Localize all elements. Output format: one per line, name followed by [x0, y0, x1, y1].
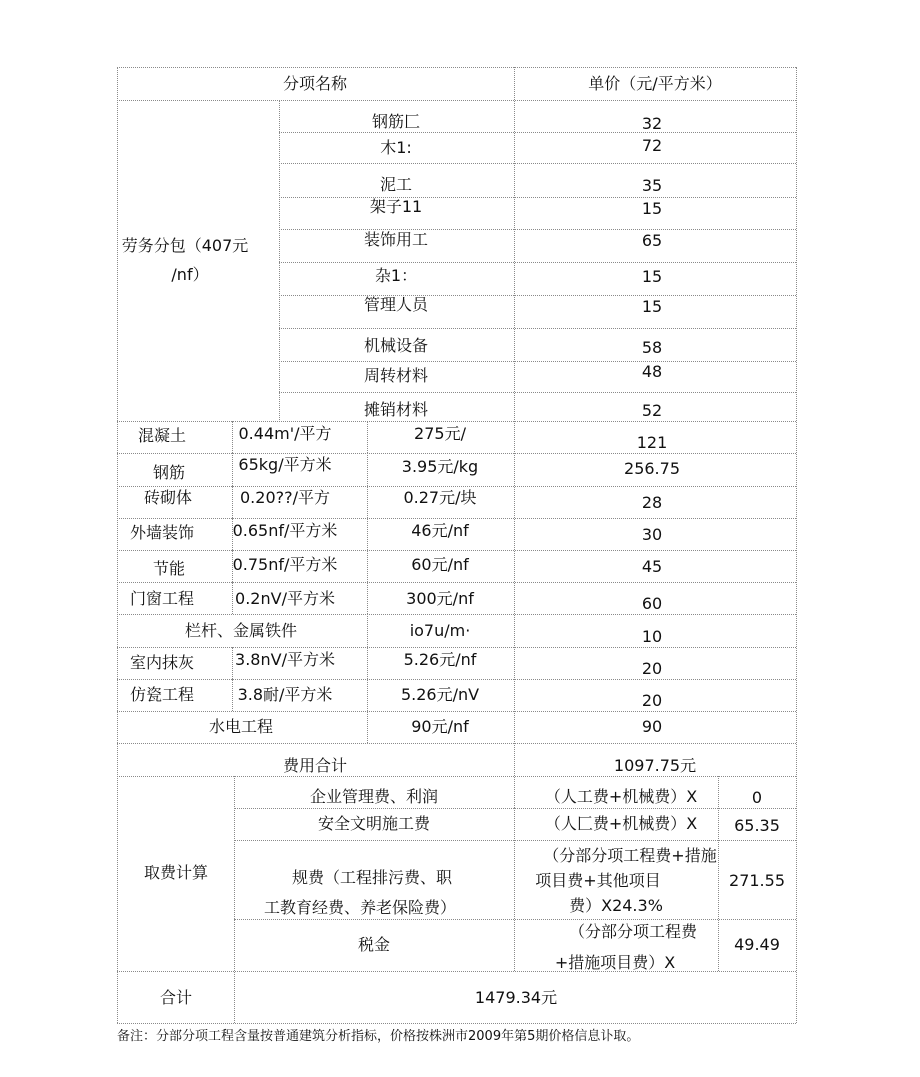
- table-rule: [367, 711, 368, 743]
- table-rule: [117, 518, 796, 519]
- table-rule: [117, 100, 796, 101]
- fee-value: 0: [751, 788, 763, 807]
- table-rule: [232, 486, 233, 518]
- table-rule: [367, 518, 368, 550]
- table-rule: [234, 808, 796, 809]
- table-rule: [232, 453, 233, 486]
- footnote: 备注：分部分项工程含量按普通建筑分析指标，价格按株洲市2009年第5期价格信息讣取。: [117, 1029, 640, 1044]
- table-rule: [117, 67, 118, 1023]
- table-rule: [117, 421, 796, 422]
- material-quantity: 65kg/平方米: [238, 455, 332, 474]
- labor-item-price: 72: [641, 136, 663, 155]
- fee-value: 271.55: [729, 871, 785, 890]
- material-quantity: 0.75nf/平方米: [232, 555, 338, 574]
- fee-formula: （人匚费+机械费）X: [544, 814, 698, 833]
- labor-item-price: 65: [641, 231, 663, 250]
- table-rule: [234, 919, 796, 920]
- table-rule: [367, 421, 368, 453]
- material-unit-price: io7u/m·: [409, 621, 471, 640]
- labor-item-price: 48: [641, 362, 663, 381]
- material-unit-price: 3.95元/kg: [401, 457, 479, 476]
- total-value: 1479.34元: [474, 988, 558, 1007]
- fee-formula: （分部分项工程费: [568, 922, 698, 941]
- table-rule: [234, 776, 235, 1023]
- labor-item-name: 周转材料: [363, 366, 429, 385]
- fee-formula: （分部分项工程费+措施: [543, 846, 717, 865]
- fee-name: 企业管理费、利润: [309, 787, 439, 806]
- material-price: 90: [641, 717, 663, 736]
- material-price: 256.75: [624, 459, 680, 478]
- material-price: 28: [641, 493, 663, 512]
- material-unit-price: 46元/nf: [411, 521, 469, 540]
- table-rule: [367, 614, 368, 647]
- material-name: 仿瓷工程: [129, 685, 195, 704]
- labor-item-name: 管理人员: [363, 295, 429, 314]
- labor-item-price: 52: [641, 401, 663, 420]
- table-rule: [367, 550, 368, 582]
- fee-formula: 费）X24.3%: [569, 896, 663, 915]
- labor-item-name: 泥工: [379, 175, 413, 194]
- material-quantity: 3.8耐/平方米: [237, 685, 333, 704]
- table-rule: [117, 971, 796, 972]
- material-price: 121: [636, 433, 668, 452]
- material-quantity: 0.65nf/平方米: [232, 521, 338, 540]
- table-rule: [279, 295, 796, 296]
- labor-item-price: 15: [641, 267, 663, 286]
- table-rule: [279, 328, 796, 329]
- table-rule: [279, 197, 796, 198]
- table-rule: [117, 743, 796, 744]
- fees-label: 取费计算: [143, 863, 209, 882]
- labor-item-price: 35: [641, 176, 663, 195]
- material-name: 水电工程: [208, 717, 274, 736]
- material-unit-price: 5.26元/nV: [400, 685, 480, 704]
- labor-item-price: 58: [641, 338, 663, 357]
- labor-label: /nf）: [171, 265, 209, 284]
- table-rule: [117, 550, 796, 551]
- table-rule: [279, 132, 796, 133]
- material-quantity: 3.8nV/平方米: [235, 650, 335, 669]
- subtotal-label: 费用合计: [282, 756, 348, 775]
- labor-item-name: 架子11: [369, 197, 423, 216]
- table-rule: [117, 614, 796, 615]
- table-rule: [367, 486, 368, 518]
- labor-item-name: 杂1：: [374, 266, 418, 285]
- labor-item-name: 机械设备: [363, 336, 429, 355]
- table-rule: [232, 421, 233, 453]
- fee-name: 工教育经费、养老保险费）: [263, 898, 457, 917]
- fee-value: 65.35: [734, 816, 780, 835]
- material-unit-price: 5.26元/nf: [403, 650, 477, 669]
- material-quantity: 0.20??/平方: [239, 488, 331, 507]
- table-rule: [117, 1023, 796, 1024]
- column-header-name: 分项名称: [282, 74, 348, 93]
- table-rule: [279, 262, 796, 263]
- labor-item-name: 木1:: [380, 138, 412, 157]
- material-unit-price: 60元/nf: [411, 555, 469, 574]
- table-rule: [367, 647, 368, 679]
- labor-item-name: 装饰用工: [363, 230, 429, 249]
- table-rule: [279, 163, 796, 164]
- fee-formula: +措施项目费）X: [554, 953, 676, 972]
- material-name: 节能: [152, 559, 186, 578]
- table-rule: [514, 67, 515, 808]
- subtotal-value: 1097.75元: [613, 756, 697, 775]
- material-name: 钢筋: [152, 463, 186, 482]
- table-rule: [117, 776, 796, 777]
- table-rule: [117, 67, 796, 68]
- material-price: 20: [641, 659, 663, 678]
- table-rule: [232, 679, 233, 711]
- table-rule: [279, 100, 280, 420]
- table-rule: [234, 840, 796, 841]
- table-rule: [367, 679, 368, 711]
- material-name: 混凝土: [137, 426, 187, 445]
- table-rule: [117, 453, 796, 454]
- labor-item-price: 15: [641, 199, 663, 218]
- table-rule: [232, 582, 233, 614]
- fee-name: 税金: [357, 935, 391, 954]
- table-rule: [117, 582, 796, 583]
- material-unit-price: 300元/nf: [406, 589, 474, 608]
- material-price: 20: [641, 691, 663, 710]
- fee-value: 49.49: [734, 935, 780, 954]
- labor-item-price: 32: [641, 114, 663, 133]
- material-name: 砖砌体: [143, 488, 193, 507]
- material-name: 外墙装饰: [129, 523, 195, 542]
- fee-name: 安全文明施工费: [317, 814, 431, 833]
- table-rule: [514, 808, 515, 971]
- labor-item-price: 15: [641, 297, 663, 316]
- material-name: 门窗工程: [129, 589, 195, 608]
- material-unit-price: 0.27元/块: [403, 488, 477, 507]
- labor-label: 劳务分包（407元: [121, 236, 249, 255]
- material-name: 室内抹灰: [129, 653, 195, 672]
- table-rule: [367, 582, 368, 614]
- material-price: 30: [641, 525, 663, 544]
- labor-item-name: 钢筋匚: [371, 112, 421, 131]
- table-rule: [367, 453, 368, 486]
- fee-name: 规费（工程排污费、职: [291, 868, 453, 887]
- fee-formula: 项目费+其他项目: [535, 871, 661, 890]
- column-header-price: 单价（元/平方米）: [588, 74, 722, 93]
- material-quantity: 0.44m'/平方: [238, 424, 332, 443]
- material-price: 60: [641, 594, 663, 613]
- table-rule: [117, 647, 796, 648]
- table-rule: [117, 711, 796, 712]
- table-rule: [117, 486, 796, 487]
- table-rule: [718, 776, 719, 971]
- material-unit-price: 275元/: [414, 424, 466, 443]
- total-label: 合计: [159, 988, 193, 1007]
- table-rule: [279, 229, 796, 230]
- material-quantity: 0.2nV/平方米: [235, 589, 335, 608]
- material-unit-price: 90元/nf: [411, 717, 469, 736]
- table-rule: [117, 679, 796, 680]
- table-rule: [232, 647, 233, 679]
- material-name: 栏杆、金属铁件: [184, 621, 298, 640]
- material-price: 45: [641, 557, 663, 576]
- material-price: 10: [641, 627, 663, 646]
- table-rule: [279, 361, 796, 362]
- fee-formula: （人工费+机械费）X: [544, 787, 698, 806]
- table-rule: [279, 392, 796, 393]
- table-rule: [796, 67, 797, 1023]
- labor-item-name: 摊销材料: [363, 400, 429, 419]
